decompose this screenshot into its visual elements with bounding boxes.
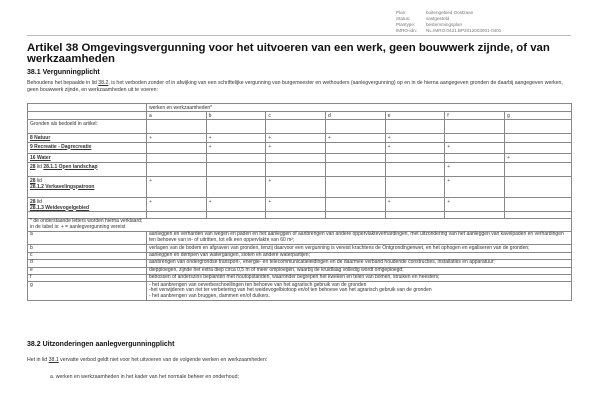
- column-header-e: e: [385, 112, 445, 120]
- permit-required-marker: +: [149, 177, 152, 184]
- cell-b: [206, 177, 266, 198]
- intro-text: Behoudens het bepaalde in lid: [27, 80, 99, 86]
- cell-f: [445, 134, 505, 143]
- meta-value: buitengebied Oostzaan: [426, 10, 474, 15]
- row-label-text: lid: [35, 163, 44, 170]
- section-intro-38-1: [27, 80, 575, 94]
- row-header: Gronden als bedoeld in artikel:: [28, 120, 147, 134]
- legend-line: -het verwijderen van riet ter verbetering van het weidevogelbiotoop en/of ten behoeve van het agrarisch gebruik van de gronden: [149, 287, 432, 294]
- cell-a: [147, 163, 207, 177]
- section-intro-38-2: [27, 357, 575, 364]
- cell-e: [385, 154, 445, 163]
- permit-required-marker: +: [506, 154, 510, 161]
- permit-required-marker: +: [447, 177, 451, 184]
- table-row: [28, 163, 572, 177]
- table-column-header-row: [28, 112, 572, 120]
- legend-line: - het aanbrengen van bruggen, dammen en/of duikers.: [149, 293, 270, 300]
- cell-e: [385, 134, 445, 143]
- column-header-d: d: [325, 112, 385, 120]
- cell-b: [206, 163, 266, 177]
- subsection-link[interactable]: 28.1.2 Verkavelingspatroon: [30, 183, 95, 190]
- permit-required-marker: +: [447, 198, 451, 205]
- empty-cell: [266, 120, 326, 134]
- subsection-link[interactable]: 28.1.1 Open landschap: [43, 163, 98, 170]
- legend-row: [28, 274, 572, 281]
- legend-description: diepploegen, zijnde het extra diep circa 0,5 m of meer omploegen, waarbij de kruidlaag volledig wordt omgeploegd;: [147, 267, 572, 274]
- meta-key: IMRO-idn:: [396, 28, 417, 33]
- table-row: [28, 154, 572, 163]
- zoning-link[interactable]: 8 Natuur: [30, 134, 51, 141]
- legend-note-row: [28, 219, 572, 232]
- permit-required-marker: +: [387, 198, 391, 205]
- cell-a: [147, 198, 207, 212]
- legend-description: [147, 282, 572, 301]
- link-38-2[interactable]: 38.2: [98, 80, 109, 86]
- legend-line: - het aanbrengen van oeverbeschoeilingen ten behoeve van het agrarisch gebruik van de gronden: [149, 281, 367, 288]
- legend-row: [28, 232, 572, 245]
- legend-letter: c: [28, 252, 147, 259]
- permit-required-marker: +: [387, 143, 391, 150]
- row-label: [28, 198, 147, 212]
- meta-key: Plan:: [396, 10, 407, 15]
- legend-letter: b: [28, 245, 147, 252]
- cell-b: [206, 198, 266, 212]
- cell-d: [325, 154, 385, 163]
- cell-g: [504, 154, 571, 163]
- row-label: [28, 177, 147, 198]
- column-header-a: a: [147, 112, 207, 120]
- permit-required-marker: +: [268, 134, 272, 141]
- permit-required-marker: +: [327, 134, 331, 141]
- legend-table: [27, 218, 572, 301]
- cell-g: [504, 177, 571, 198]
- cell-g: [504, 198, 571, 212]
- legend-row: [28, 260, 572, 267]
- table-row-header: [28, 120, 572, 134]
- permit-required-marker: +: [268, 143, 272, 150]
- subsection-link[interactable]: 28.1.3 Weidevogelgebied: [30, 204, 90, 211]
- link-38-1[interactable]: 38.1: [48, 357, 59, 363]
- zoning-link[interactable]: 28: [30, 163, 36, 170]
- empty-cell: [206, 120, 266, 134]
- cell-d: [325, 163, 385, 177]
- cell-b: [206, 134, 266, 143]
- cell-c: [266, 154, 326, 163]
- cell-a: [147, 177, 207, 198]
- permit-required-marker: +: [208, 143, 212, 150]
- group-header: werken en werkzaamheden*: [147, 104, 572, 112]
- zoning-link[interactable]: 28: [30, 177, 36, 184]
- legend-description: bebossen of anderszins beplanten met houtopstanden, waaronder begrepen het kweken en telen van bomen, struiken en heesters;: [147, 274, 572, 281]
- legend-letter: f: [28, 274, 147, 281]
- plan-metadata: [396, 10, 501, 34]
- cell-d: [325, 177, 385, 198]
- legend-description: aanleggen en verharden van wegen en paden en het aanleggen of aanbrengen van andere oppervlakteverhardingen, met uitzondering van het aanleggen van kavelpaden en verhardingen ten behoeve van in- of uitritten, tot elk een oppervlakte van 60 m²;: [147, 232, 572, 245]
- meta-key: Status:: [396, 16, 411, 21]
- legend-note-2: in de tabel is: + = aanlegvergunning vereist: [30, 224, 126, 231]
- permit-required-marker: +: [208, 198, 212, 205]
- cell-f: [445, 177, 505, 198]
- permit-matrix-table: [27, 103, 572, 219]
- cell-d: [325, 134, 385, 143]
- legend-description: verlagen van de bodem en afgraven van gronden, tenzij daarvoor een vergunning is vereist krachtens de Ontgrondingenwet, en het ophogen en egaliseren van de gronden;: [147, 245, 572, 252]
- empty-cell: [445, 120, 505, 134]
- cell-c: [266, 198, 326, 212]
- permit-required-marker: +: [149, 198, 152, 205]
- cell-a: [147, 154, 207, 163]
- cell-e: [385, 163, 445, 177]
- intro-text: vervatte verbod geldt niet voor het uitvoeren van de volgende werken en werkzaamheden:: [58, 357, 268, 363]
- row-label: [28, 154, 147, 163]
- cell-e: [385, 177, 445, 198]
- permit-required-marker: +: [447, 143, 451, 150]
- column-header-g: g: [504, 112, 571, 120]
- cell-g: [504, 143, 571, 154]
- zoning-link[interactable]: 16 Water: [30, 154, 51, 161]
- row-label: [28, 163, 147, 177]
- article-title: Artikel 38 Omgevingsvergunning voor het uitvoeren van een werk, geen bouwwerk zijnde, of van werkzaamheden: [27, 42, 550, 65]
- column-header-b: b: [206, 112, 266, 120]
- legend-description: aanbrengen van ondergrondse transport-, energie- en telecommunicatieleidingen en de daarmee verband houdende constructies, installaties en apparatuur;: [147, 260, 572, 267]
- cell-g: [504, 134, 571, 143]
- intro-text: Het in lid: [27, 357, 49, 363]
- cell-b: [206, 143, 266, 154]
- legend-note: [28, 219, 572, 232]
- table-row: [28, 143, 572, 154]
- cell-a: [147, 134, 207, 143]
- empty-cell: [325, 120, 385, 134]
- permit-required-marker: +: [208, 134, 212, 141]
- cell-c: [266, 134, 326, 143]
- legend-description: aanleggen en dempen van watergangen, sloten en andere waterpartijen;: [147, 252, 572, 259]
- section-title-38-2: 38.2 Uitzonderingen aanlegvergunningplicht: [27, 341, 175, 348]
- empty-cell: [385, 120, 445, 134]
- legend-letter: a: [28, 232, 147, 245]
- row-label: [28, 143, 147, 154]
- cell-c: [266, 177, 326, 198]
- cell-f: [445, 143, 505, 154]
- legend-letter: e: [28, 267, 147, 274]
- empty-cell: [147, 120, 207, 134]
- legend-letter: g: [28, 282, 147, 301]
- empty-cell: [28, 104, 147, 112]
- row-label-text: lid: [35, 198, 42, 205]
- cell-c: [266, 163, 326, 177]
- cell-f: [445, 163, 505, 177]
- cell-a: [147, 143, 207, 154]
- section-title-38-1: 38.1 Vergunningplicht: [27, 69, 100, 76]
- permit-required-marker: +: [447, 163, 451, 170]
- column-header-f: f: [445, 112, 505, 120]
- zoning-link[interactable]: 9 Recreatie - Dagrecreatie: [30, 143, 92, 150]
- exception-item-a: a. werken en werkzaamheden in het kader van het normale beheer en onderhoud;: [50, 374, 239, 380]
- header-divider: [27, 35, 571, 36]
- cell-f: [445, 198, 505, 212]
- permit-required-marker: +: [387, 134, 391, 141]
- cell-b: [206, 154, 266, 163]
- row-label: [28, 134, 147, 143]
- table-group-header-row: [28, 104, 572, 112]
- table-row: [28, 134, 572, 143]
- cell-d: [325, 198, 385, 212]
- column-header-c: c: [266, 112, 326, 120]
- table-row: [28, 177, 572, 198]
- meta-key: Plantype:: [396, 22, 416, 27]
- legend-note-1: * de onderstaande letters worden hierna verklaard;: [30, 218, 143, 225]
- cell-f: [445, 154, 505, 163]
- legend-row: [28, 282, 572, 301]
- permit-required-marker: +: [268, 198, 272, 205]
- meta-row-imro: [396, 28, 501, 34]
- meta-value: vastgesteld: [426, 16, 450, 21]
- cell-e: [385, 198, 445, 212]
- empty-cell: [28, 112, 147, 120]
- permit-required-marker: +: [149, 134, 152, 141]
- cell-d: [325, 143, 385, 154]
- cell-e: [385, 143, 445, 154]
- empty-cell: [504, 120, 571, 134]
- cell-c: [266, 143, 326, 154]
- table-row: [28, 198, 572, 212]
- row-label-text: lid: [35, 177, 42, 184]
- zoning-link[interactable]: 28: [30, 198, 36, 205]
- meta-value: bestemmingsplan: [426, 22, 463, 27]
- permit-required-marker: +: [268, 177, 272, 184]
- legend-letter: d: [28, 260, 147, 267]
- cell-g: [504, 163, 571, 177]
- intro-text: , is het verboden zonder of in afwijking van een schriftelijke vergunning van burgemeester en wethouders (aanlegvergunning) op en in de hierna aangegeven gronden de daarbij aangegeven werken, geen bouwwerk zijnde, en werkzaamheden uit te voeren:: [27, 80, 563, 93]
- meta-value: NL.IMRO.0431.BP2012003001-0401: [426, 28, 502, 33]
